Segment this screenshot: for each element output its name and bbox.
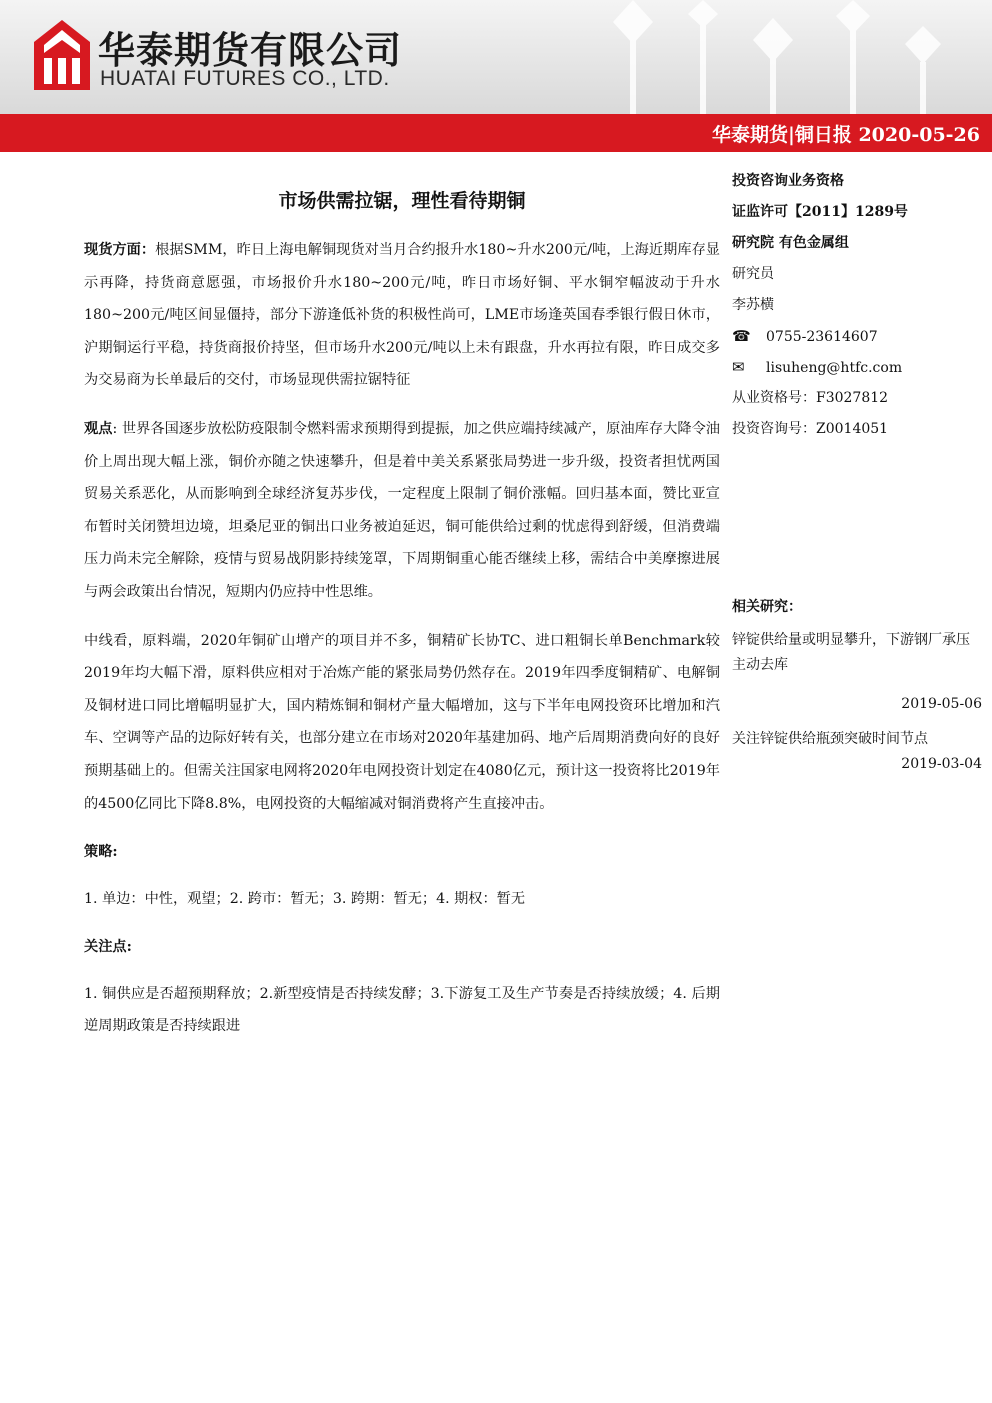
report-banner	[0, 114, 992, 152]
email-row	[732, 352, 982, 383]
certificate-number: 从业资格号：F3027812	[732, 390, 889, 406]
page-header	[0, 0, 992, 114]
qualification-title: 投资咨询业务资格	[732, 173, 844, 189]
report-title: 市场供需拉锯，理性看待期铜	[278, 190, 526, 212]
huatai-logo-icon	[34, 20, 90, 90]
analyst-role: 研究员	[732, 266, 774, 282]
related-item-title[interactable]: 锌锭供给量或明显攀升，下游钢厂承压主动去库	[732, 632, 970, 673]
email-address[interactable]: lisuheng@htfc.com	[766, 360, 903, 376]
phone-number: 0755-23614607	[766, 329, 878, 345]
banner-text: 华泰期货|铜日报 2020-05-26	[711, 124, 980, 146]
spot-label: 现货方面：	[84, 242, 156, 258]
consulting-number: 投资咨询号：Z0014051	[732, 421, 889, 437]
analyst-name: 李苏横	[732, 297, 774, 313]
company-name-en: HUATAI FUTURES CO., LTD.	[100, 67, 390, 90]
phone-icon: ☎	[732, 327, 751, 345]
midterm-paragraph: 中线看，原料端，2020年铜矿山增产的项目并不多，铜精矿长协TC、进口粗铜长单Benchmark较2019年均大幅下滑，原料供应相对于冶炼产能的紧张局势仍然存在。2019年四季度铜精矿、电解铜及铜材进口同比增幅明显扩大，国内精炼铜和铜材产量大幅增加，这与下半年电网投资环比增加和汽车、空调等产品的边际好转有关，也部分建立在市场对2020年基建加码、地产后周期消费向好的良好预期基础上的。但需关注国家电网将2020年电网投资计划定在4080亿元，预计这一投资将比2019年的4500亿同比下降8.8%，电网投资的大幅缩减对铜消费将产生直接冲击。	[84, 632, 720, 812]
header-decoration	[590, 0, 992, 114]
company-name-cn: 华泰期货有限公司	[98, 29, 402, 72]
related-research	[732, 596, 982, 777]
strategy-heading: 策略:	[84, 844, 118, 861]
related-heading: 相关研究：	[732, 599, 802, 615]
related-item-title[interactable]: 关注锌锭供给瓶颈突破时间节点	[732, 731, 928, 747]
spot-text: 根据SMM，昨日上海电解铜现货对当月合约报升水180~升水200元/吨，上海近期库存显示再降，持货商意愿强，市场报价升水180~200元/吨，昨日市场好铜、平水铜窄幅波动于升水180~200元/吨区间显僵持，部分下游逢低补货的积极性尚可，LME市场逢英国春季银行假日休市，沪期铜运行平稳，持货商报价持坚，但市场升水200元/吨以上未有跟盘，升水再拉有限，昨日成交多为交易商为长单最后的交付，市场显现供需拉锯特征	[84, 242, 720, 389]
view-label: 观点	[84, 420, 113, 437]
strategy-text: 1. 单边：中性，观望；2. 跨市：暂无；3. 跨期：暂无；4. 期权：暂无	[84, 890, 526, 907]
license-number: 证监许可【2011】1289号	[732, 204, 908, 220]
phone-row	[732, 321, 982, 352]
view-paragraph	[84, 413, 720, 609]
view-text: : 世界各国逐步放松防疫限制令燃料需求预期得到提振，加之供应端持续减产，原油库存大降令油价上周出现大幅上涨，铜价亦随之快速攀升，但是着中美关系紧张局势进一步升级，投资者担忧两国贸易关系恶化，从而影响到全球经济复苏步伐，一定程度上限制了铜价涨幅。回归基本面，赞比亚宣布暂时关闭赞坦边境，坦桑尼亚的铜出口业务被迫延迟，铜可能供给过剩的忧虑得到舒缓，但消费端压力尚未完全解除，疫情与贸易战阴影持续笼罩，下周期铜重心能否继续上移，需结合中美摩擦进展与两会政策出台情况，短期内仍应持中性思维。	[84, 420, 720, 600]
focus-text: 1. 铜供应是否超预期释放；2.新型疫情是否持续发酵；3.下游复工及生产节奏是否持续放缓；4. 后期逆周期政策是否持续跟进	[84, 985, 720, 1035]
focus-heading: 关注点:	[84, 939, 132, 956]
report-body	[84, 234, 720, 1059]
envelope-icon: ✉	[732, 358, 745, 376]
analyst-sidebar	[732, 166, 982, 445]
related-item-date: 2019-03-04	[901, 756, 982, 772]
spot-paragraph	[84, 234, 720, 397]
related-item-date: 2019-05-06	[901, 696, 982, 712]
department: 研究院 有色金属组	[732, 235, 849, 251]
